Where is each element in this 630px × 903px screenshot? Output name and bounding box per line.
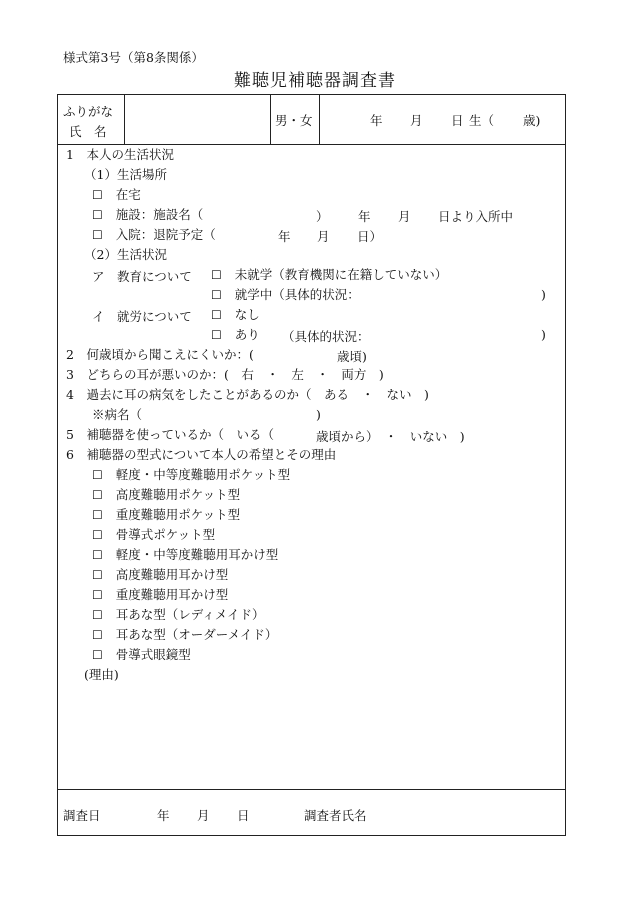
hearing-aid-option[interactable]	[92, 487, 240, 503]
checkbox-icon[interactable]: ☐	[92, 608, 103, 622]
education-marker: ア	[92, 269, 105, 284]
hearing-aid-option-label: 骨導式ポケット型	[115, 527, 216, 542]
living-place-heading: （1）生活場所	[84, 167, 167, 182]
document-title: 難聴児補聴器調査書	[234, 71, 396, 91]
row-divider-footer	[57, 789, 566, 790]
survey-date-label: 調査日	[63, 808, 101, 823]
hearing-aid-option[interactable]	[92, 647, 191, 663]
option-home[interactable]	[92, 187, 141, 203]
checkbox-icon[interactable]: ☐	[92, 188, 103, 202]
checkbox-icon[interactable]: ☐	[92, 228, 103, 242]
living-status-heading: （2）生活状況	[84, 247, 167, 262]
hearing-aid-option-label: 重度難聴用耳かけ型	[115, 587, 229, 602]
checkbox-icon[interactable]: ☐	[92, 588, 103, 602]
hearing-aid-option[interactable]	[92, 587, 228, 603]
checkbox-icon[interactable]: ☐	[92, 208, 103, 222]
col-divider-label	[124, 94, 125, 144]
checkbox-icon[interactable]: ☐	[211, 328, 222, 342]
hearing-aid-option[interactable]	[92, 627, 277, 643]
hearing-aid-option[interactable]	[92, 547, 278, 563]
working-close: )	[541, 327, 546, 342]
work-label: 就労について	[117, 309, 192, 324]
checkbox-icon[interactable]: ☐	[92, 568, 103, 582]
hearing-aid-option-label: 軽度・中等度難聴用耳かけ型	[115, 547, 279, 562]
option-no-work[interactable]	[211, 307, 260, 323]
section6-heading: 6 補聴器の型式について本人の希望とその理由	[66, 447, 337, 462]
option-hospital[interactable]	[92, 227, 216, 243]
education-label: 教育について	[117, 269, 192, 284]
hearing-aid-option[interactable]	[92, 507, 240, 523]
col-divider-name	[270, 94, 271, 144]
col-divider-gender	[319, 94, 320, 144]
hearing-aid-option-label: 高度難聴用耳かけ型	[115, 567, 229, 582]
section2-suffix: 歳頃)	[337, 349, 367, 364]
no-work-label: なし	[234, 307, 260, 322]
checkbox-icon[interactable]: ☐	[92, 548, 103, 562]
birth-day-label: 日	[451, 113, 464, 128]
enrolled-label: 就学中（具体的状況：	[234, 287, 360, 302]
hearing-aid-option-label: 耳あな型（レディメイド）	[115, 607, 265, 622]
hospital-year: 年	[278, 229, 291, 244]
section5-mid[interactable]: 歳頃から） ・ いない )	[316, 429, 465, 444]
furigana-label: ふりがな	[63, 104, 114, 119]
hearing-aid-option-label: 重度難聴用ポケット型	[115, 507, 241, 522]
checkbox-icon[interactable]: ☐	[92, 628, 103, 642]
reason-field[interactable]	[84, 686, 554, 784]
disease-name-label: ※病名（	[92, 407, 143, 422]
section5-question[interactable]: 5 補聴器を使っているか（ いる（	[66, 427, 274, 442]
hearing-aid-option-label: 軽度・中等度難聴用ポケット型	[115, 467, 291, 482]
facility-year: 年	[358, 209, 371, 224]
hospital-day: 日）	[357, 229, 383, 244]
birth-month-label: 月	[410, 113, 423, 128]
hearing-aid-option[interactable]	[92, 527, 215, 543]
hearing-aid-option[interactable]	[92, 567, 228, 583]
hearing-aid-option-label: 骨導式眼鏡型	[115, 647, 191, 662]
not-enrolled-label: 未就学（教育機関に在籍していない）	[234, 267, 448, 282]
age-label: 歳)	[523, 113, 541, 128]
hospital-month: 月	[317, 229, 330, 244]
birth-born-label: 生（	[469, 113, 495, 128]
checkbox-icon[interactable]: ☐	[92, 508, 103, 522]
section3-question[interactable]: 3 どちらの耳が悪いのか：( 右 ・ 左 ・ 両方 )	[66, 367, 384, 382]
section2-question: 2 何歳頃から聞こえにくいか：(	[66, 347, 254, 362]
hearing-aid-option[interactable]	[92, 467, 290, 483]
checkbox-icon[interactable]: ☐	[211, 308, 222, 322]
checkbox-icon[interactable]: ☐	[211, 268, 222, 282]
surveyor-name-label: 調査者氏名	[304, 808, 367, 823]
option-enrolled[interactable]	[211, 287, 360, 303]
working-detail: （具体的状況：	[282, 329, 370, 344]
hospital-label: 入院：退院予定（	[115, 227, 216, 242]
facility-suffix: 日より入所中	[438, 209, 514, 224]
hearing-aid-option-label: 耳あな型（オーダーメイド）	[115, 627, 278, 642]
gender-option[interactable]: 男・女	[275, 113, 313, 128]
hearing-aid-option-label: 高度難聴用ポケット型	[115, 487, 241, 502]
work-marker: イ	[92, 309, 105, 324]
disease-close: )	[316, 407, 321, 422]
row-divider-top	[57, 144, 566, 145]
name-field[interactable]	[126, 96, 268, 142]
option-home-label: 在宅	[115, 187, 141, 202]
checkbox-icon[interactable]: ☐	[92, 468, 103, 482]
option-not-enrolled[interactable]	[211, 267, 447, 283]
survey-month: 月	[197, 808, 210, 823]
checkbox-icon[interactable]: ☐	[92, 488, 103, 502]
section1-heading: 1 本人の生活状況	[66, 147, 174, 162]
form-number-label: 様式第3号（第8条関係）	[63, 50, 204, 65]
reason-label: (理由)	[84, 667, 119, 682]
birth-year-label: 年	[370, 113, 383, 128]
hearing-aid-option[interactable]	[92, 607, 265, 623]
surveyor-name-field[interactable]	[372, 796, 560, 830]
section4-question[interactable]: 4 過去に耳の病気をしたことがあるのか（ ある ・ ない )	[66, 387, 429, 402]
name-label: 氏 名	[69, 124, 107, 139]
checkbox-icon[interactable]: ☐	[92, 528, 103, 542]
enrolled-close: )	[541, 287, 546, 302]
survey-day: 日	[237, 808, 250, 823]
survey-year: 年	[157, 808, 170, 823]
facility-month: 月	[398, 209, 411, 224]
checkbox-icon[interactable]: ☐	[211, 288, 222, 302]
working-label: あり	[234, 327, 260, 342]
checkbox-icon[interactable]: ☐	[92, 648, 103, 662]
facility-label: 施設：施設名（	[115, 207, 204, 222]
option-working[interactable]	[211, 327, 260, 343]
option-facility[interactable]	[92, 207, 203, 223]
facility-close: ）	[316, 209, 329, 224]
